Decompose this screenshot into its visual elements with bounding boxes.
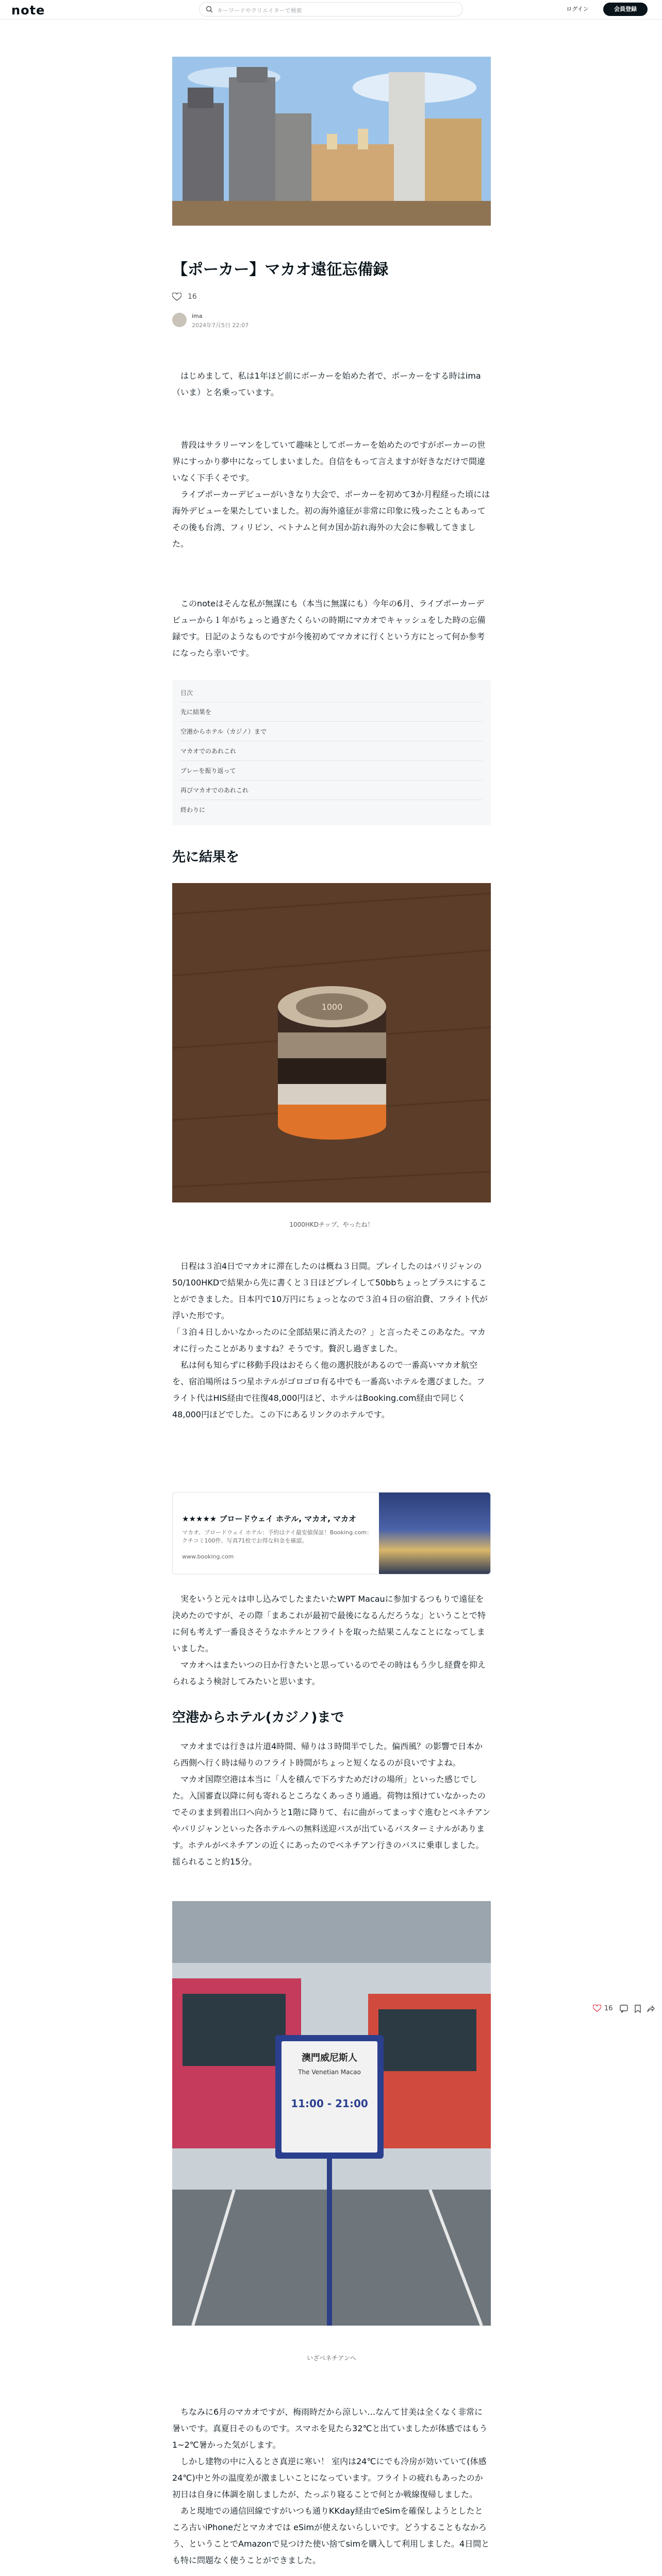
- toc-heading: 目次: [180, 689, 193, 697]
- intro-paragraph-1: はじめまして、私は1年ほど前にポーカーを始めた者で、ポーカーをする時はima（いま）と名乗っています。: [172, 371, 481, 397]
- after-link-paragraph: 実をいうと元々は申し込みでしたまたいたWPT Macauに参加するつもりで遠征を決めたのですが、その際「まあこれが最初で最後になるんだろうな」ということで特に何も考えず一番良さそうなホテルとフライトを取った結果こんなことになってしまいました。 マカオへはまたいつの日か行きたいと思っているのでその時はもう少し経費を抑えられるよう検討してみたいと思います。: [172, 1594, 486, 1686]
- bus-terminal-image: [172, 1901, 491, 2326]
- link-card-description: マカオ、ブロードウェイ ホテル：予約はナイ最安値保証！Booking.com：クチコミ100件、写真71枚でお得な料金を確認。: [182, 1529, 373, 1544]
- heart-icon[interactable]: [172, 293, 181, 301]
- image-caption: 1000HKDチップ、やったね！: [289, 1221, 374, 1228]
- like-count: 16: [188, 293, 197, 301]
- author-info[interactable]: [172, 312, 327, 329]
- article-title: 【ポーカー】マカオ遠征忘備録: [172, 261, 389, 279]
- table-of-contents: [172, 680, 491, 825]
- section-heading: 先に結果を: [172, 850, 240, 865]
- toc-item[interactable]: 再びマカオでのあれこれ: [180, 780, 483, 800]
- note-logo[interactable]: note: [11, 3, 45, 18]
- floating-actions: [593, 2003, 660, 2015]
- svg-text:1000: 1000: [321, 1002, 343, 1012]
- publish-date: 2024年7月5日 22:07: [192, 322, 249, 329]
- bus-sign-english: The Venetian Macao: [298, 2069, 361, 2076]
- section-heading: 空港からホテル(カジノ)まで: [172, 1710, 344, 1725]
- heart-icon[interactable]: [593, 2005, 601, 2012]
- share-icon[interactable]: [647, 2005, 655, 2013]
- poker-chips-image: [172, 883, 491, 1202]
- comment-icon[interactable]: [620, 2005, 628, 2013]
- toc-item[interactable]: 終わりに: [180, 800, 483, 819]
- avatar[interactable]: [172, 313, 187, 327]
- login-button[interactable]: ログイン: [566, 6, 589, 12]
- link-card-url: www.booking.com: [182, 1553, 234, 1560]
- search-placeholder: キーワードやクリエイターで検索: [217, 7, 302, 14]
- intro-paragraph-3: このnoteはそんな私が無謀にも（本当に無謀にも）今年の6月、ライブポーカーデビューから１年がちょっと過ぎたくらいの時期にマカオでキャッシュをした時の忘備録です。日記のようなものですが今後初めてマカオに行くという方にとって何か参考になったら幸いです。: [172, 599, 486, 658]
- section1-paragraph: 日程は３泊4日でマカオに滞在したのは概ね３日間。プレイしたのはバリジャンの50/100HKDで結果から先に書くと３日ほどプレイして50bbちょっとプラスにすることができました。日本円で10万円にちょっとなので３泊４日の宿泊費、フライト代が浮いた形です。 「３泊４日しかいなかったのに全部結果に消えたの？」と言ったそこのあなた。マカオに行ったことがありますね？そうです。贅沢し過ぎました。 私は何も知らずに移動手段はおそらく他の選択肢があるので一番高いマカオ航空を、宿泊場所は５つ星ホテルがゴロゴロ有る中でも一番高いホテルを選びました。フライト代はHIS経由で往復48,000円ほど、ホテルはBooking.com経由で同じく48,000円ほどでした。この下にあるリンクのホテルです。: [172, 1261, 488, 1419]
- signup-button[interactable]: 会員登録: [603, 3, 648, 16]
- intro-paragraph-2: 普段はサラリーマンをしていて趣味としてポーカーを始めたのですがポーカーの世界にすっかり夢中になってしまいました。自信をもって言えますが好きなだけで間違いなく下手くそです。 ライブポーカーデビューがいきなり大会で、ポーカーを初めて3か月程経った頃には海外デビューを果たしていました。初の海外遠征が非常に印象に残ったこともあってその後も台湾、フィリピン、ベトナムと何カ国か訪れ海外の大会に参戦してきました。: [172, 440, 490, 549]
- bookmark-icon[interactable]: [634, 2005, 641, 2013]
- toc-item[interactable]: マカオでのあれこれ: [180, 741, 483, 760]
- link-card-thumbnail: [379, 1493, 491, 1574]
- image-caption: いざベネチアンへ: [307, 2354, 356, 2362]
- bus-sign-chinese: 澳門威尼斯人: [302, 2053, 357, 2063]
- section2-paragraph: マカオまでは行きは片道4時間、帰りは３時間半でした。偏西風？の影響で日本から西側へ行く時は帰りのフライト時間がちょっと短くなるのが良いですよね。 マカオ国際空港は本当に「人を積んで下ろすためだけの場所」といった感じでした。入国審査以降に何も寄れるところなくあっさり通過。荷物は預けていなかったのでそのまま到着出口へ向かうと1階に降りて、右に曲がってまっすぐ進むとベネチアンやパリジャンといった各ホテルへの無料送迎バスが出ているバスターミナルがあります。ホテルがベネチアンの近くにあったのでベネチアン行きのバスに乗車しました。揺られること約15分。: [172, 1741, 491, 1867]
- toc-item[interactable]: 先に結果を: [180, 702, 483, 721]
- link-card-title: ★★★★★ ブロードウェイ ホテル, マカオ, マカオ: [182, 1514, 357, 1523]
- top-navigation-bar: [0, 0, 662, 20]
- author-name[interactable]: ima: [192, 313, 203, 319]
- like-count: 16: [604, 2005, 613, 2012]
- toc-item[interactable]: 空港からホテル（カジノ）まで: [180, 721, 483, 741]
- section2-paragraph-2: ちなみに6月のマカオですが、梅雨時だから涼しい…なんて甘美は全くなく非常に暑いです。真夏日そのものです。スマホを見たら32℃と出ていましたが体感ではもう1~2℃暑かった気がします。 しかし建物の中に入るとさ真逆に寒い！ 室内は24℃にでも冷房が効いていて(体感24℃)中と外の温度差が激ましいことになっています。フライトの疲れもあったのか初日は自身に体調を崩しましたが、たっぷり寝ることで何とか戦線復帰しました。 あと現地での通信回線ですがいつも通りKKday経由でeSimを確保しようとしたところ古いiPhoneだとマカオでは eSimが使えないらしいです。どうすることもなかろう、ということでAmazonで見つけた使い捨てsimを購入して利用しました。4日間とも特に問題なく使うことができました。: [172, 2407, 490, 2565]
- bus-sign-time: 11:00 - 21:00: [291, 2097, 368, 2110]
- toc-item[interactable]: プレーを振り返って: [180, 760, 483, 780]
- hero-image: [172, 57, 491, 226]
- search-icon: [206, 6, 213, 13]
- search-input[interactable]: [199, 2, 463, 16]
- hotel-link-card[interactable]: [172, 1492, 491, 1574]
